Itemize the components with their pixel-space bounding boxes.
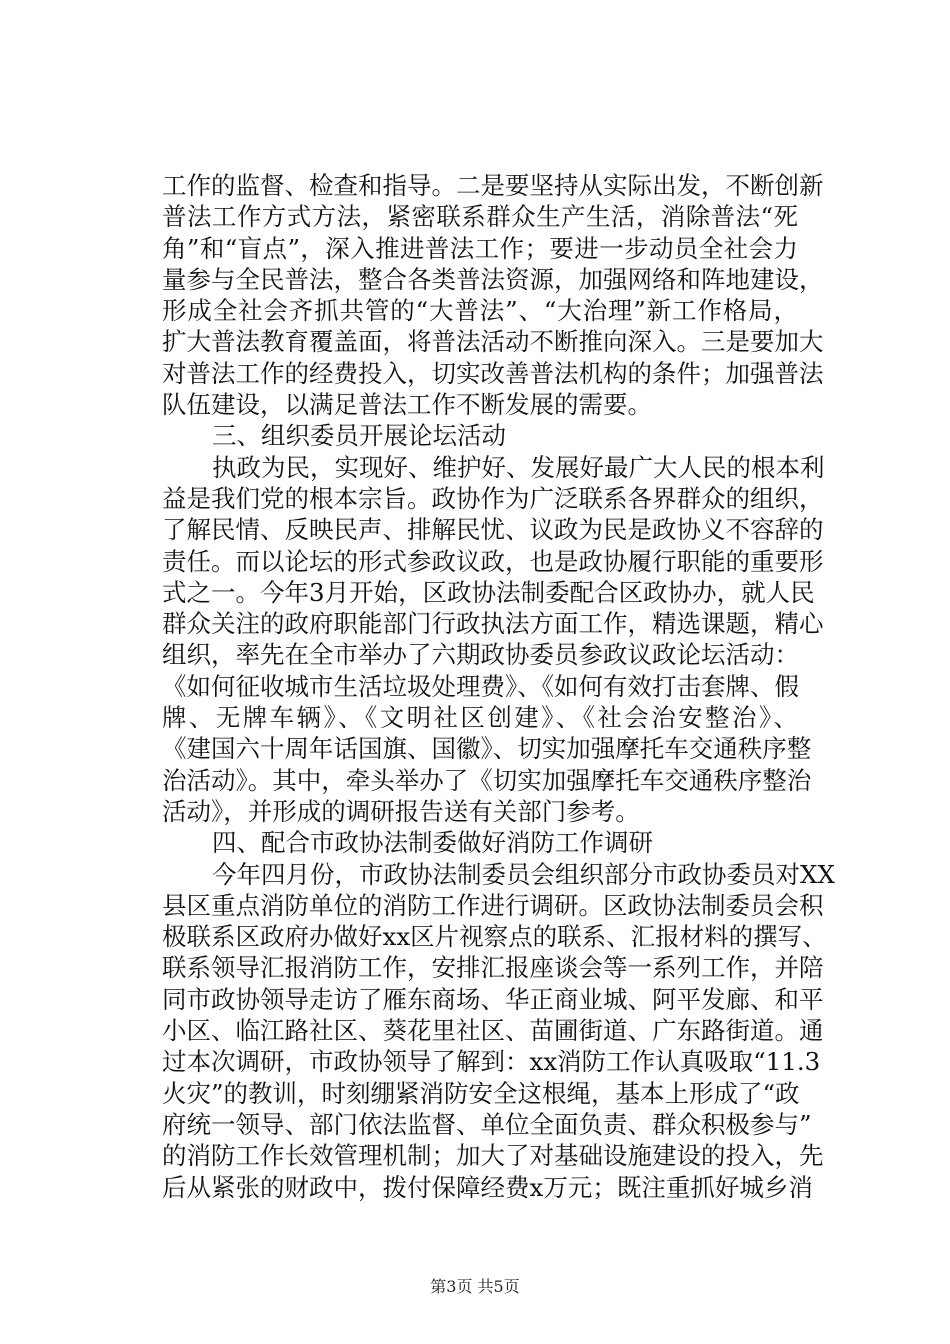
document-body xyxy=(162,170,835,1203)
body-line: 式之一。今年3月开始，区政协法制委配合区政协办，就人民 xyxy=(162,577,815,607)
body-line: 治活动》。其中，牵头举办了《切实加强摩托车交通秩序整治 xyxy=(162,765,812,795)
body-line: 组织，率先在全市举办了六期政协委员参政议政论坛活动： xyxy=(162,640,799,670)
body-line: 过本次调研，市政协领导了解到：xx消防工作认真吸取“11.3 xyxy=(162,1047,821,1077)
body-line: 《建国六十周年话国旗、国徽》、切实加强摩托车交通秩序整 xyxy=(162,734,812,764)
body-line: 扩大普法教育覆盖面，将普法活动不断推向深入。三是要加大 xyxy=(162,327,824,357)
body-line: 《如何征收城市生活垃圾处理费》、《如何有效打击套牌、假 xyxy=(162,671,799,701)
body-line: 活动》，并形成的调研报告送有关部门参考。 xyxy=(162,796,640,826)
body-line: 联系领导汇报消防工作，安排汇报座谈会等一系列工作，并陪 xyxy=(162,953,824,983)
section-heading: 三、组织委员开展论坛活动 xyxy=(212,421,506,451)
body-line: 火灾”的教训，时刻绷紧消防安全这根绳，基本上形成了“政 xyxy=(162,1078,800,1108)
body-line: 群众关注的政府职能部门行政执法方面工作，精选课题，精心 xyxy=(162,609,824,639)
body-line: 小区、临江路社区、葵花里社区、苗圃街道、广东路街道。通 xyxy=(162,1016,824,1046)
body-line: 今年四月份，市政协法制委员会组织部分市政协委员对XX xyxy=(212,859,835,889)
body-line: 形成全社会齐抓共管的“大普法”、“大治理”新工作格局， xyxy=(162,296,798,326)
section-heading: 四、配合市政协法制委做好消防工作调研 xyxy=(212,828,653,858)
body-line: 量参与全民普法，整合各类普法资源，加强网络和阵地建设， xyxy=(162,264,824,294)
body-line: 益是我们党的根本宗旨。政协作为广泛联系各界群众的组织， xyxy=(162,483,824,513)
body-line: 队伍建设，以满足普法工作不断发展的需要。 xyxy=(162,390,652,420)
body-line: 执政为民，实现好、维护好、发展好最广大人民的根本利 xyxy=(212,452,825,482)
body-line: 责任。而以论坛的形式参政议政，也是政协履行职能的重要形 xyxy=(162,546,824,576)
body-line: 了解民情、反映民声、排解民忧、议政为民是政协义不容辞的 xyxy=(162,515,824,545)
body-line: 同市政协领导走访了雁东商场、华正商业城、阿平发廊、和平 xyxy=(162,984,824,1014)
body-line: 对普法工作的经费投入，切实改善普法机构的条件；加强普法 xyxy=(162,358,824,388)
page-number-footer: 第3页 共5页 xyxy=(430,1277,520,1296)
body-line: 牌、无牌车辆》、《文明社区创建》、《社会治安整治》、 xyxy=(162,703,798,733)
body-line: 的消防工作长效管理机制；加大了对基础设施建设的投入，先 xyxy=(162,1141,824,1171)
body-line: 角”和“盲点”，深入推进普法工作；要进一步动员全社会力 xyxy=(162,233,798,263)
body-line: 普法工作方式方法，紧密联系群众生产生活，消除普法“死 xyxy=(162,202,798,232)
body-line: 后从紧张的财政中，拨付保障经费x万元；既注重抓好城乡消 xyxy=(162,1172,813,1202)
body-line: 极联系区政府办做好xx区片视察点的联系、汇报材料的撰写、 xyxy=(162,922,827,952)
body-line: 工作的监督、检查和指导。二是要坚持从实际出发，不断创新 xyxy=(162,171,824,200)
body-line: 府统一领导、部门依法监督、单位全面负责、群众积极参与” xyxy=(162,1109,812,1139)
body-line: 县区重点消防单位的消防工作进行调研。区政协法制委员会积 xyxy=(162,890,824,920)
